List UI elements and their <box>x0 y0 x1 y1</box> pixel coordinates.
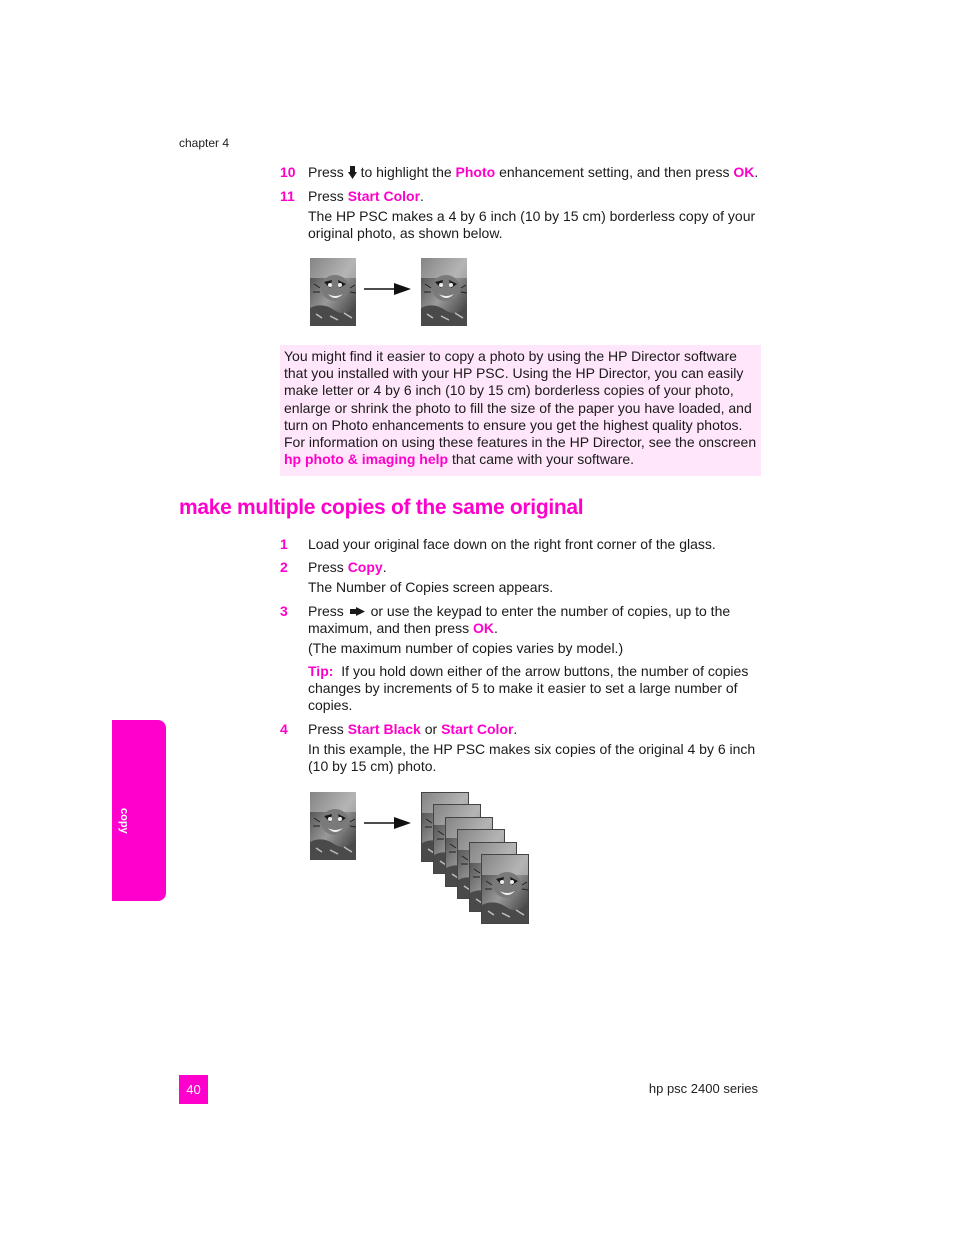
step-text-end: . <box>382 559 387 575</box>
step-text-end: . <box>420 188 424 204</box>
hp-photo-imaging-help-link[interactable]: hp photo & imaging help <box>284 451 449 468</box>
step-text-mid: or use the keypad to enter the number of copies, up to the maximum, and then press <box>308 603 731 636</box>
step-number: 1 <box>280 536 288 552</box>
side-tab-label: copy <box>118 808 130 834</box>
copy-button-label: Copy <box>347 559 383 575</box>
step-text <box>308 164 760 181</box>
step-text-pre: Press <box>308 559 344 575</box>
ok-button-label: OK <box>472 620 494 636</box>
step-text-end: . <box>754 164 759 180</box>
max-copies-note: (The maximum number of copies varies by model.) <box>308 640 624 656</box>
original-photo-image <box>310 258 356 326</box>
step-text <box>308 188 760 205</box>
footer-product: hp psc 2400 series <box>648 1081 758 1096</box>
director-tip-box <box>280 345 761 476</box>
ok-button-label: OK <box>733 164 755 180</box>
tip-box-body: You might find it easier to copy a photo by using the HP Director software that you installed with your HP PSC. Using the HP Director, you can easily make letter or 4 by 6 inch (10 by 15 cm) borderless copies of your photo, enlarge or shrink the photo to fill the size of the paper you have loaded, and turn on Photo enhancements to ensure you get the highest quality photos. For information on using these features in the HP Director, see the onscreen <box>284 348 757 451</box>
director-tip-text <box>280 345 761 468</box>
copy-photo-image <box>421 258 467 326</box>
example-note: In this example, the HP PSC makes six copies of the original 4 by 6 inch (10 by 15 cm) photo. <box>308 741 756 774</box>
down-arrow-icon <box>348 166 357 179</box>
step-text-end: . <box>493 620 498 636</box>
start-black-label: Start Black <box>347 721 421 737</box>
tip-box-tail: that came with your software. <box>451 451 635 468</box>
step-text-mid: to highlight the <box>360 164 452 180</box>
right-arrow-icon <box>364 816 412 830</box>
chapter-label: chapter 4 <box>179 136 230 150</box>
tip-text: If you hold down either of the arrow buttons, the number of copies changes by increments of 5 to make it easier to set a large number of copies. <box>308 663 749 713</box>
start-color-label: Start Color <box>347 188 421 204</box>
step-text <box>308 603 760 637</box>
right-arrow-icon <box>350 607 365 616</box>
step-text-end: . <box>513 721 518 737</box>
right-arrow-icon <box>364 282 412 296</box>
tip-label: Tip: <box>308 663 334 679</box>
page-number: 40 <box>179 1075 208 1104</box>
chapter-side-tab <box>112 720 166 901</box>
step-text-mid2: enhancement setting, and then press <box>499 164 730 180</box>
copies-screen-note: The Number of Copies screen appears. <box>308 579 554 595</box>
step-number: 11 <box>280 188 295 204</box>
section-title: make multiple copies of the same original <box>179 496 584 519</box>
step-number: 4 <box>280 721 288 737</box>
step-text: Load your original face down on the right front corner of the glass. <box>308 536 716 552</box>
copy-stack-image-6 <box>481 854 529 924</box>
original-photo-image <box>310 792 356 860</box>
step-text <box>308 721 760 738</box>
tip-paragraph <box>308 663 760 714</box>
step-text-pre: Press <box>308 721 344 737</box>
step-number: 3 <box>280 603 288 619</box>
start-color-label: Start Color <box>441 721 514 737</box>
photo-setting-label: Photo <box>455 164 496 180</box>
step-text-pre: Press <box>308 164 344 180</box>
step-number: 2 <box>280 559 288 575</box>
step-text-pre: Press <box>308 188 344 204</box>
step-text-pre: Press <box>308 603 344 619</box>
step-text <box>308 559 760 576</box>
borderless-note: The HP PSC makes a 4 by 6 inch (10 by 15 cm) borderless copy of your original photo, as shown below. <box>308 208 756 241</box>
step-text-mid: or <box>424 721 438 737</box>
step-number: 10 <box>280 164 296 180</box>
